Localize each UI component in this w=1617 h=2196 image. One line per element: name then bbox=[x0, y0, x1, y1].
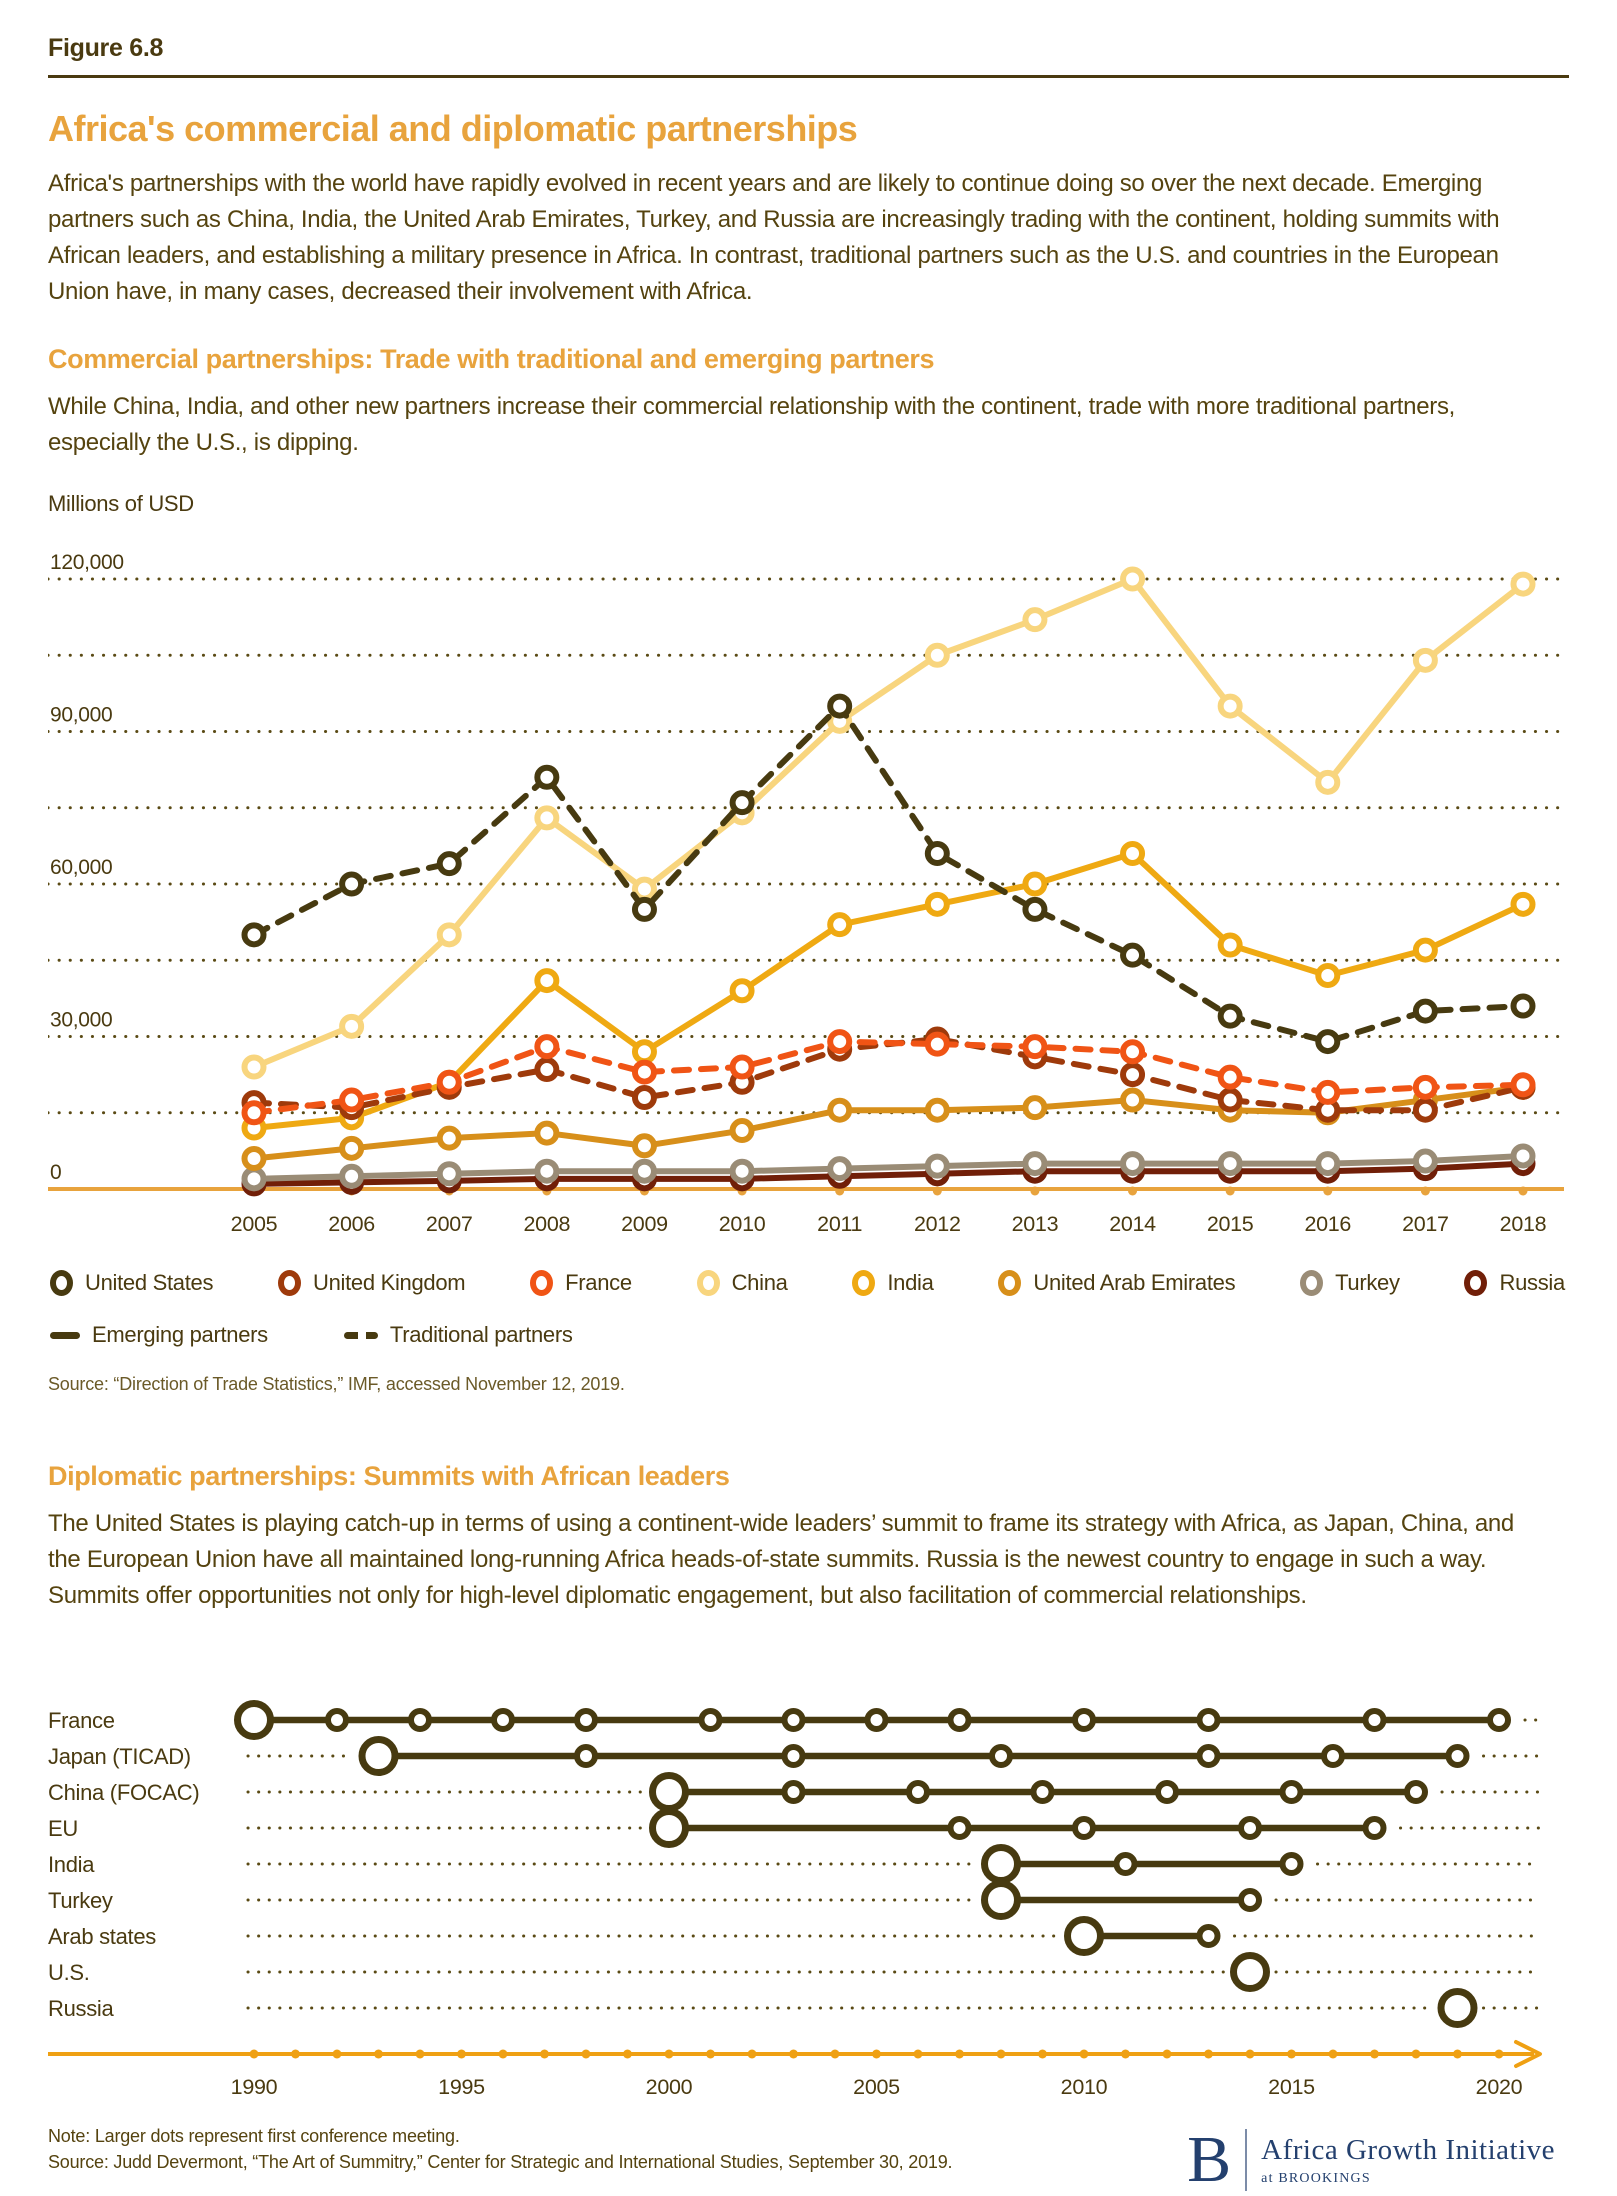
legend-item bbox=[1300, 1270, 1400, 1296]
figure-footer bbox=[48, 2123, 1569, 2196]
intro-paragraph: Africa's partnerships with the world have rapidly evolved in recent years and are likely to continue doing so over the next decade. Emerging partners such as China, India, the United Arab Emirates, Turkey, and Russia are increasingly trading with the continent, holding summits with African leaders, and establishing a military presence in Africa. In contrast, traditional partners such as the U.S. and countries in the European Union have, in many cases, decreased their involvement with Africa. bbox=[48, 170, 1500, 305]
legend-group-label: Traditional partners bbox=[389, 1322, 573, 1347]
svg-text:2012: 2012 bbox=[913, 1212, 961, 1236]
svg-text:60,000: 60,000 bbox=[50, 856, 113, 879]
svg-text:2006: 2006 bbox=[328, 1212, 375, 1236]
svg-text:Japan (TICAD): Japan (TICAD) bbox=[48, 1744, 191, 1769]
svg-text:France: France bbox=[48, 1708, 115, 1733]
logo-divider bbox=[1245, 2129, 1247, 2191]
legend-group-item bbox=[50, 1322, 268, 1348]
svg-text:90,000: 90,000 bbox=[50, 703, 113, 727]
legend-item bbox=[697, 1270, 788, 1296]
legend-label: China bbox=[731, 1270, 788, 1295]
svg-text:2008: 2008 bbox=[523, 1212, 571, 1236]
brookings-logo bbox=[1187, 2123, 1555, 2196]
trade-legend bbox=[50, 1270, 1565, 1296]
svg-text:2020: 2020 bbox=[1475, 2075, 1523, 2099]
svg-text:2018: 2018 bbox=[1499, 1212, 1547, 1236]
svg-text:Turkey: Turkey bbox=[48, 1888, 113, 1913]
figure-number: Figure 6.8 bbox=[48, 34, 164, 62]
legend-ring-icon bbox=[852, 1270, 875, 1296]
svg-text:2015: 2015 bbox=[1206, 1212, 1254, 1236]
trade-source: Source: “Direction of Trade Statistics,” IMF, accessed November 12, 2019. bbox=[48, 1374, 625, 1394]
svg-text:2010: 2010 bbox=[1060, 2075, 1108, 2099]
svg-text:EU: EU bbox=[48, 1816, 78, 1841]
legend-label: India bbox=[887, 1270, 934, 1295]
svg-text:2009: 2009 bbox=[621, 1212, 668, 1236]
summits-chart bbox=[48, 1658, 1569, 2106]
trade-legend-groups bbox=[50, 1322, 1569, 1348]
svg-text:2014: 2014 bbox=[1109, 1212, 1156, 1236]
legend-item bbox=[1464, 1270, 1564, 1296]
svg-text:U.S.: U.S. bbox=[48, 1960, 90, 1985]
legend-group-item bbox=[344, 1322, 573, 1348]
legend-ring-icon bbox=[50, 1270, 73, 1296]
svg-text:2016: 2016 bbox=[1304, 1212, 1352, 1236]
legend-label: United Kingdom bbox=[312, 1270, 466, 1295]
svg-text:1995: 1995 bbox=[438, 2075, 485, 2099]
svg-text:2010: 2010 bbox=[718, 1212, 766, 1236]
legend-ring-icon bbox=[530, 1270, 553, 1296]
legend-ring-icon bbox=[998, 1270, 1021, 1296]
note-line: Note: Larger dots represent first conference meeting. bbox=[48, 2126, 460, 2146]
legend-label: Turkey bbox=[1335, 1270, 1400, 1295]
y-axis-title: Millions of USD bbox=[48, 491, 194, 516]
legend-group-label: Emerging partners bbox=[92, 1322, 268, 1347]
legend-ring-icon bbox=[1300, 1270, 1323, 1296]
svg-text:2007: 2007 bbox=[425, 1212, 473, 1236]
svg-text:2013: 2013 bbox=[1011, 1212, 1059, 1236]
svg-text:2015: 2015 bbox=[1268, 2075, 1315, 2099]
legend-item bbox=[998, 1270, 1235, 1296]
section1-heading: Commercial partnerships: Trade with traditional and emerging partners bbox=[48, 344, 935, 374]
source-line: Source: Judd Devermont, “The Art of Summitry,” Center for Strategic and International Studies, September 30, 2019. bbox=[48, 2152, 953, 2173]
solid-line-icon bbox=[50, 1332, 80, 1339]
svg-text:2011: 2011 bbox=[817, 1212, 863, 1236]
svg-text:Russia: Russia bbox=[48, 1996, 114, 2021]
svg-text:0: 0 bbox=[50, 1161, 62, 1184]
logo-subtitle: at BROOKINGS bbox=[1261, 2170, 1371, 2186]
legend-item bbox=[530, 1270, 632, 1296]
legend-ring-icon bbox=[278, 1270, 301, 1296]
svg-text:Arab states: Arab states bbox=[48, 1924, 156, 1949]
logo-text bbox=[1261, 2134, 1555, 2187]
svg-text:30,000: 30,000 bbox=[50, 1008, 113, 1032]
legend-label: United States bbox=[85, 1270, 214, 1295]
top-divider bbox=[48, 75, 1569, 78]
dashed-line-icon bbox=[344, 1332, 378, 1339]
svg-text:2000: 2000 bbox=[645, 2075, 693, 2099]
section2-heading: Diplomatic partnerships: Summits with African leaders bbox=[48, 1461, 730, 1491]
legend-label: United Arab Emirates bbox=[1033, 1270, 1236, 1295]
legend-label: France bbox=[565, 1270, 632, 1295]
section2-paragraph: The United States is playing catch-up in terms of using a continent-wide leaders’ summit to frame its strategy with Africa, as Japan, China, and the European Union have all maintained long-running Africa heads-of-state summits. Russia is the newest country to engage in such a way. Summits offer opportunities not only for high-level diplomatic engagement, but also facilitation of commercial relationships. bbox=[48, 1510, 1514, 1609]
legend-label: Russia bbox=[1499, 1270, 1565, 1295]
legend-ring-icon bbox=[697, 1270, 720, 1296]
legend-item bbox=[278, 1270, 465, 1296]
svg-text:120,000: 120,000 bbox=[50, 551, 124, 574]
logo-name: Africa Growth Initiative bbox=[1261, 2133, 1555, 2166]
legend-item bbox=[50, 1270, 213, 1296]
page-title: Africa's commercial and diplomatic partnerships bbox=[48, 108, 858, 149]
svg-text:China (FOCAC): China (FOCAC) bbox=[48, 1780, 200, 1805]
svg-text:2005: 2005 bbox=[230, 1212, 278, 1236]
svg-text:India: India bbox=[48, 1852, 95, 1877]
legend-ring-icon bbox=[1464, 1270, 1487, 1296]
svg-text:2017: 2017 bbox=[1402, 1212, 1449, 1236]
svg-text:2005: 2005 bbox=[853, 2075, 900, 2099]
svg-text:1990: 1990 bbox=[230, 2075, 278, 2099]
legend-item bbox=[852, 1270, 933, 1296]
brookings-b-mark: B bbox=[1187, 2123, 1232, 2196]
trade-chart bbox=[48, 527, 1569, 1239]
section1-subheading: While China, India, and other new partners increase their commercial relationship with the continent, trade with more traditional partners, especially the U.S., is dipping. bbox=[48, 393, 1456, 456]
